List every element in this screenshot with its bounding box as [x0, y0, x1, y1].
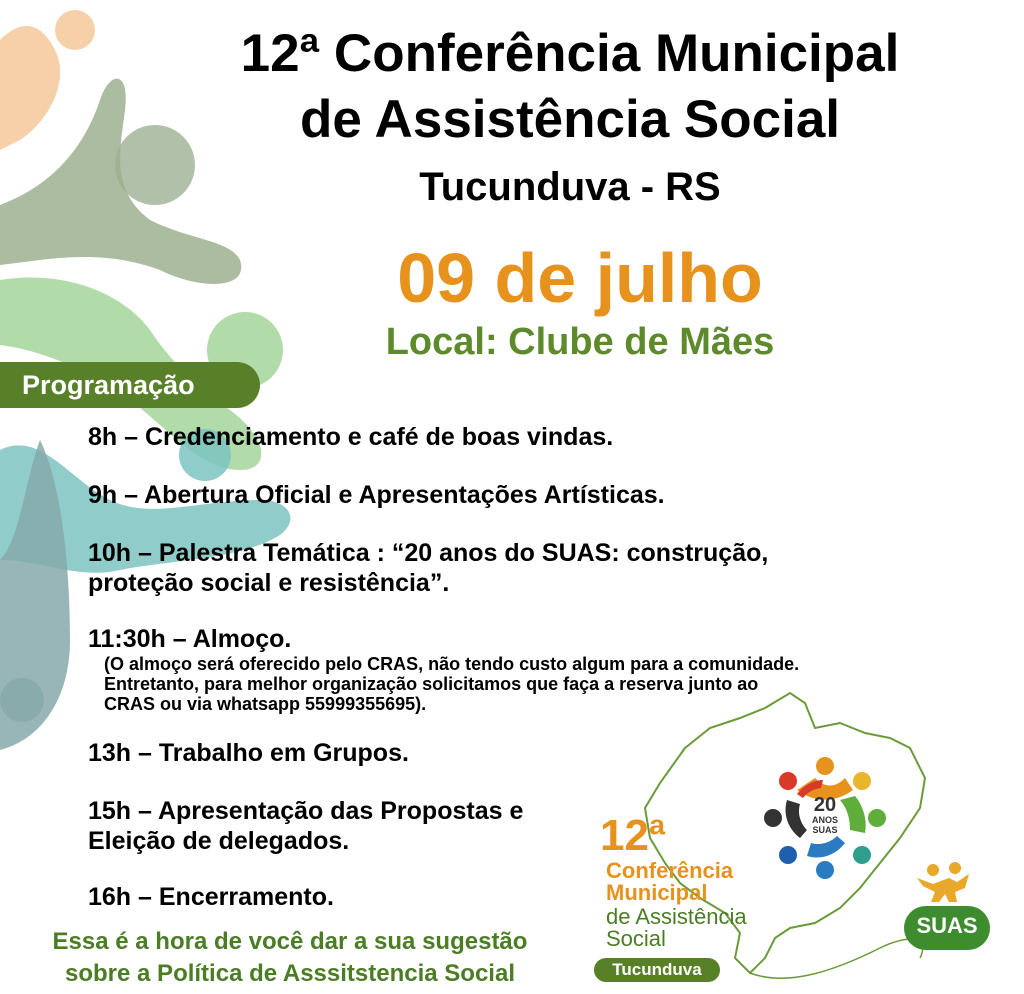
- program-heading: Programação: [0, 362, 260, 408]
- program-item-encerramento: 16h – Encerramento.: [88, 883, 334, 911]
- event-date: 09 de julho: [397, 239, 763, 317]
- program-item-propostas: 15h – Apresentação das Propostas e: [88, 797, 524, 825]
- program-item-credenciamento: 8h – Credenciamento e café de boas vindas.: [88, 423, 614, 451]
- program-item-propostas-cont: Eleição de delegados.: [88, 827, 350, 855]
- lunch-note-line-2: Entretanto, para melhor organização solicitamos que faça a reserva junto ao: [104, 674, 759, 694]
- event-location: Local: Clube de Mães: [385, 321, 775, 363]
- logo-line-municipal: Municipal: [606, 880, 708, 905]
- logo-line-assistencia: de Assistência: [606, 904, 747, 929]
- lunch-note-line-3: CRAS ou via whatsapp 55999355695).: [104, 694, 427, 714]
- title-line-2: de Assistência Social: [299, 90, 841, 149]
- suas-badge: SUAS: [904, 906, 990, 950]
- anniversary-text: ANOS SUAS: [811, 815, 838, 835]
- program-item-palestra-cont: proteção social e resistência”.: [88, 569, 450, 597]
- anniversary-number: 20: [813, 794, 837, 816]
- city-title: Tucunduva - RS: [419, 165, 721, 209]
- logo-number: 12ª: [600, 811, 666, 860]
- program-item-grupos: 13h – Trabalho em Grupos.: [88, 739, 409, 767]
- logo-line-social: Social: [606, 926, 666, 951]
- logo-city-badge: Tucunduva: [594, 958, 720, 982]
- logo-line-conferencia: Conferência: [606, 858, 734, 883]
- program-item-palestra: 10h – Palestra Temática : “20 anos do SUAS: construção,: [88, 539, 769, 567]
- program-item-almoco: 11:30h – Almoço.: [88, 625, 292, 653]
- suas-anniversary-mark: [805, 795, 845, 835]
- footer-line-1: Essa é a hora de você dar a sua sugestão: [52, 928, 528, 955]
- title-line-1: 12ª Conferência Municipal: [240, 24, 900, 83]
- lunch-note-line-1: (O almoço será oferecido pelo CRAS, não tendo custo algum para a comunidade.: [104, 654, 800, 674]
- footer-line-2: sobre a Política de Asssitstencia Social: [65, 960, 515, 987]
- program-item-abertura: 9h – Abertura Oficial e Apresentações Artísticas.: [88, 481, 665, 509]
